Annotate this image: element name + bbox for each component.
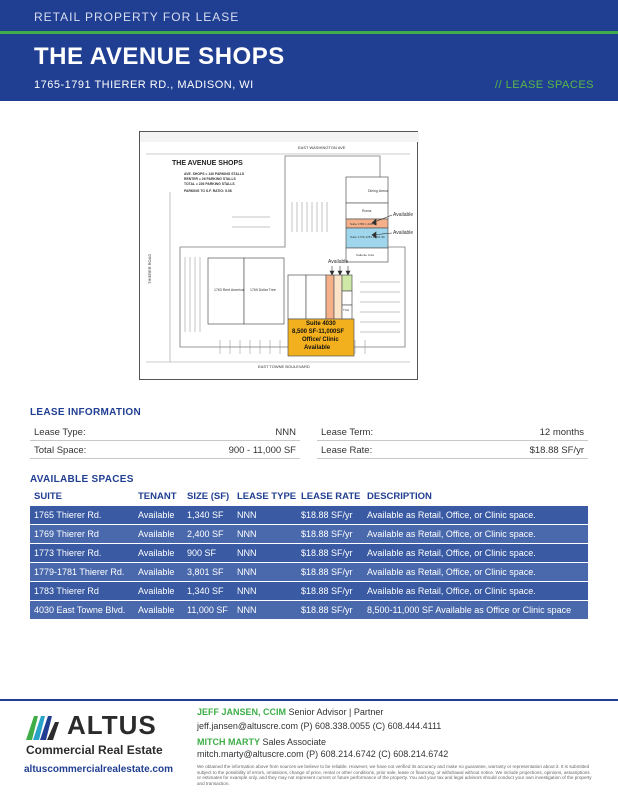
cell-lease-type: NNN xyxy=(237,586,257,596)
contact-1-info[interactable]: jeff.jansen@altuscre.com (P) 608.338.0055 (C) 608.444.4111 xyxy=(197,721,442,731)
cell-lease-rate: $18.88 SF/yr xyxy=(301,567,353,577)
cell-lease-type: NNN xyxy=(237,529,257,539)
lease-type-label: Lease Type: xyxy=(34,427,86,438)
cell-tenant: Available xyxy=(138,586,175,596)
cell-suite: 4030 East Towne Blvd. xyxy=(34,605,126,615)
legal-disclaimer: We obtained the information above from sources we believe to be reliable. However, we have not verified its accuracy and make no guarantee, warranty or representation about it. It is submitted subject to the possibility of errors, omissions, change of price, rental or other conditions, prior sale, lease or financing, or withdrawal without notice. We include projections, opinions, assumptions or estimates for example only, and they may not represent current or future performance of the property. You and your tax and legal advisors should conduct your own investigation of the property and transaction. xyxy=(197,764,592,786)
contact-2-info[interactable]: mitch.marty@altuscre.com (P) 608.214.6742 (C) 608.214.6742 xyxy=(197,749,449,759)
available-callout: Available xyxy=(393,212,414,218)
siteplan-stat: AVE. SHOPS = 140 PARKING STALLS xyxy=(184,172,245,176)
cell-description: Available as Retail, Office, or Clinic space. xyxy=(367,567,536,577)
cell-lease-type: NNN xyxy=(237,567,257,577)
siteplan-stat: RENTER = 26 PARKING STALLS xyxy=(184,177,236,181)
tenant-label: TCH xyxy=(343,308,350,312)
cell-lease-rate: $18.88 SF/yr xyxy=(301,586,353,596)
cell-suite: 1783 Thierer Rd xyxy=(34,586,99,596)
cell-size: 1,340 SF xyxy=(187,586,224,596)
siteplan-title: THE AVENUE SHOPS xyxy=(172,160,243,167)
siteplan-stat: PARKING TO S.F. RATIO: 5.08 xyxy=(184,189,232,193)
table-header xyxy=(30,488,588,506)
column-header: TENANT xyxy=(138,491,177,502)
cell-size: 11,000 SF xyxy=(187,605,228,615)
lease-type-value: NNN xyxy=(275,427,296,438)
cell-lease-rate: $18.88 SF/yr xyxy=(301,605,353,615)
lease-term-label: Lease Term: xyxy=(321,427,374,438)
cell-size: 3,801 SF xyxy=(187,567,224,577)
cell-tenant: Available xyxy=(138,510,175,520)
cell-description: Available as Retail, Office, or Clinic space. xyxy=(367,529,536,539)
lease-rate-value: $18.88 SF/yr xyxy=(529,445,584,456)
altus-logo xyxy=(24,710,174,760)
tenant-label: Roma xyxy=(362,209,372,213)
cell-description: Available as Retail, Office, or Clinic space. xyxy=(367,548,536,558)
tenant-label: Suite 1783 1,340 SF xyxy=(350,222,378,226)
table-row xyxy=(30,601,588,620)
site-plan xyxy=(139,131,418,380)
cell-suite: 1765 Thierer Rd. xyxy=(34,510,102,520)
total-space-value: 900 - 11,000 SF xyxy=(228,445,296,456)
cell-lease-type: NNN xyxy=(237,510,257,520)
cell-description: Available as Retail, Office, or Clinic space. xyxy=(367,586,536,596)
tenant-label: 1769 Dollar Tree xyxy=(250,288,276,292)
cell-lease-type: NNN xyxy=(237,548,257,558)
cell-description: Available as Retail, Office, or Clinic space. xyxy=(367,510,536,520)
contact-1-header xyxy=(197,707,383,717)
header-kicker: RETAIL PROPERTY FOR LEASE xyxy=(34,10,240,24)
cell-lease-rate: $18.88 SF/yr xyxy=(301,548,353,558)
cell-tenant: Available xyxy=(138,567,175,577)
header-banner xyxy=(0,0,618,101)
column-header: LEASE TYPE xyxy=(237,491,297,502)
column-header: SUITE xyxy=(34,491,62,502)
cell-tenant: Available xyxy=(138,548,175,558)
footer-divider xyxy=(0,699,618,701)
cell-tenant: Available xyxy=(138,529,175,539)
available-callout: Available xyxy=(328,259,349,265)
total-space-row xyxy=(30,441,300,459)
suite-4030-label: Suite 4030 xyxy=(306,321,336,327)
section-tag: // LEASE SPACES xyxy=(494,79,594,91)
header-divider xyxy=(0,31,618,34)
total-space-label: Total Space: xyxy=(34,445,87,456)
tenant-label: Dining Arena xyxy=(368,189,389,193)
street-label-top: EAST WASHINGTON AVE xyxy=(298,145,346,150)
lease-type-row xyxy=(30,423,300,441)
column-header: SIZE (SF) xyxy=(187,491,230,502)
cell-suite: 1773 Thierer Rd. xyxy=(34,548,102,558)
column-header: DESCRIPTION xyxy=(367,491,432,502)
contact-1-name: JEFF JANSEN, CCIM xyxy=(197,707,287,717)
tenant-label: 1763 Rent America xyxy=(214,288,244,292)
cell-suite: 1769 Thierer Rd xyxy=(34,529,99,539)
lease-term-row xyxy=(317,423,588,441)
cell-lease-type: NNN xyxy=(237,605,257,615)
cell-lease-rate: $18.88 SF/yr xyxy=(301,529,353,539)
contact-2-title: Sales Associate xyxy=(262,737,327,747)
property-address: 1765-1791 THIERER RD., MADISON, WI xyxy=(34,79,254,91)
lease-rate-row xyxy=(317,441,588,459)
cell-lease-rate: $18.88 SF/yr xyxy=(301,510,353,520)
available-callout: Available xyxy=(393,230,414,236)
logo-bars-icon xyxy=(24,712,64,742)
logo-word: ALTUS xyxy=(67,710,157,740)
lease-info-heading: LEASE INFORMATION xyxy=(30,407,142,418)
contact-1-title: Senior Advisor | Partner xyxy=(288,707,384,717)
tenant-label: Caliente Cuts xyxy=(356,253,375,257)
cell-tenant: Available xyxy=(138,605,175,615)
table-row xyxy=(30,582,588,601)
logo-subtitle: Commercial Real Estate xyxy=(26,743,163,757)
street-label-bottom: EAST TOWNE BOULEVARD xyxy=(258,364,310,369)
table-row xyxy=(30,506,588,525)
street-label-left: THIERER ROAD xyxy=(147,253,152,284)
contact-2-name: MITCH MARTY xyxy=(197,737,260,747)
cell-size: 900 SF xyxy=(187,548,217,558)
site-plan-drawing xyxy=(140,132,419,381)
cell-size: 2,400 SF xyxy=(187,529,224,539)
table-row xyxy=(30,563,588,582)
suite-4030-size: 8,500 SF-11,000SF xyxy=(292,329,345,335)
page-title: THE AVENUE SHOPS xyxy=(34,43,285,70)
website-link[interactable]: altuscommercialrealestate.com xyxy=(24,764,173,775)
table-row xyxy=(30,544,588,563)
suite-4030-use: Office/ Clinic xyxy=(302,337,339,343)
cell-size: 1,340 SF xyxy=(187,510,224,520)
available-spaces-heading: AVAILABLE SPACES xyxy=(30,474,134,485)
table-row xyxy=(30,525,588,544)
lease-term-value: 12 months xyxy=(539,427,584,438)
siteplan-stat: TOTAL = 226 PARKING STALLS xyxy=(184,182,235,186)
tenant-label: Suite 1779-1781 3,801 SF xyxy=(350,235,386,239)
contact-2-header xyxy=(197,737,326,747)
cell-suite: 1779-1781 Thierer Rd. xyxy=(34,567,125,577)
suite-4030-available: Available xyxy=(304,345,331,351)
column-header: LEASE RATE xyxy=(301,491,361,502)
cell-description: 8,500-11,000 SF Available as Office or Clinic space xyxy=(367,605,572,615)
lease-rate-label: Lease Rate: xyxy=(321,445,373,456)
